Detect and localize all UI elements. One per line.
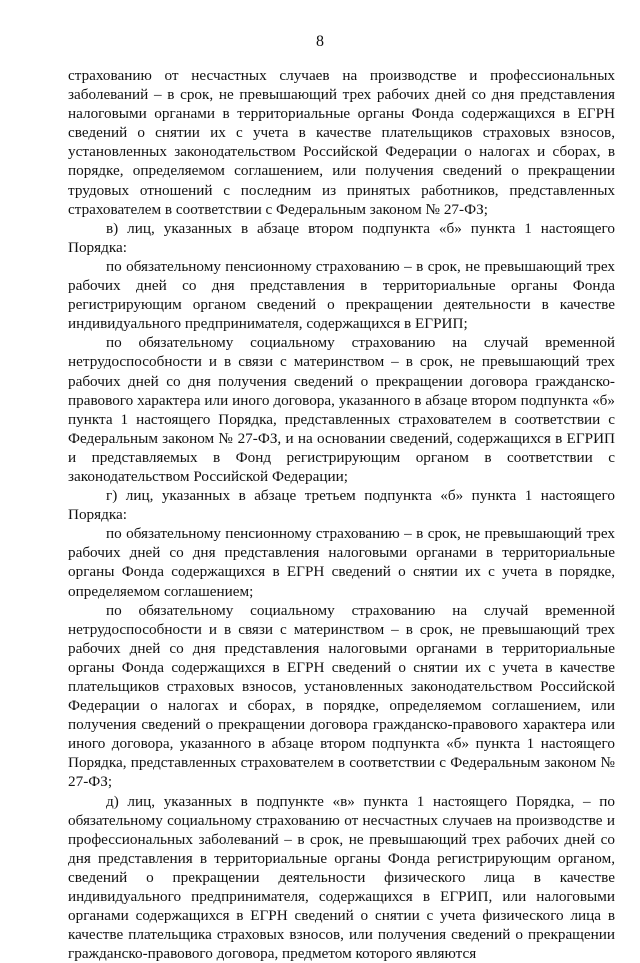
paragraph-item-v: в) лиц, указанных в абзаце втором подпункта «б» пункта 1 настоящего Порядка: (68, 219, 615, 256)
paragraph-pension-insurance: по обязательному пенсионному страхованию – в срок, не превышающий трех рабочих дней со дня представления налоговыми органами в территориальные органы Фонда содержащихся в ЕГРН сведений о снятии их с учета в порядке, определяемом соглашением; (68, 525, 615, 600)
paragraph-item-d: д) лиц, указанных в подпункте «в» пункта 1 настоящего Порядка, – по обязательному социальному страхованию от несчастных случаев на производстве и профессиональных заболеваний – в срок, не превышающий трех рабочих дней со дня представления в территориальные органы Фонда регистрирующим органом, сведений о прекращении деятельности физического лица в качестве индивидуального предпринимателя, содержащихся в ЕГРИП, или налоговыми органами содержащихся в ЕГРН сведений о снятии с учета физического лица в качестве плательщика страховых взносов, или получения сведений о прекращении гражданско-правового договора, предметом которого являются (68, 792, 615, 963)
document-body (68, 66, 615, 963)
paragraph-pension-insurance: по обязательному пенсионному страхованию – в срок, не превышающий трех рабочих дней со дня представления в территориальные органы Фонда регистрирующим органом сведений о прекращении деятельности в качестве индивидуального предпринимателя, содержащихся в ЕГРИП; (68, 257, 615, 333)
paragraph-social-insurance: по обязательному социальному страхованию на случай временной нетрудоспособности и в связи с материнством – в срок, не превышающий трех рабочих дней со дня представления налоговыми органами в территориальные органы Фонда содержащихся в ЕГРН сведений о снятии их с учета в качестве плательщиков страховых взносов, установленных законодательством Российской Федерации о налогах и сборах, в порядке, определяемом соглашением, или получения сведений о прекращении договора гражданско-правового характера или иного договора, указанного в абзаце втором подпункта «б» пункта 1 настоящего Порядка, представленных страхователем в соответствии с Федеральным законом № 27-ФЗ; (68, 601, 615, 791)
paragraph-continuation: страхованию от несчастных случаев на производстве и профессиональных заболеваний – в срок, не превышающий трех рабочих дней со дня представления налоговыми органами в территориальные органы Фонда содержащихся в ЕГРН сведений о снятии их с учета в качестве плательщиков страховых взносов, установленных законодательством Российской Федерации о налогах и сборах, в порядке, определяемом соглашением, или получения сведений о прекращении трудовых отношений с последним из принятых работников, представленных страхователем в соответствии с Федеральным законом № 27-ФЗ; (68, 67, 615, 218)
paragraph-item-g: г) лиц, указанных в абзаце третьем подпункта «б» пункта 1 настоящего Порядка: (68, 487, 615, 524)
paragraph-social-insurance: по обязательному социальному страхованию на случай временной нетрудоспособности и в связи с материнством – в срок, не превышающий трех рабочих дней со дня получения сведений о прекращении договора гражданско-правового характера или иного договора, указанного в абзаце втором подпункта «б» пункта 1 настоящего Порядка, представленных страхователем в соответствии с Федеральным законом № 27-ФЗ, и на основании сведений, содержащихся в ЕГРИП и представляемых в Фонд регистрирующим органом в соответствии с законодательством Российской Федерации; (68, 334, 615, 485)
page-number: 8 (316, 33, 324, 50)
